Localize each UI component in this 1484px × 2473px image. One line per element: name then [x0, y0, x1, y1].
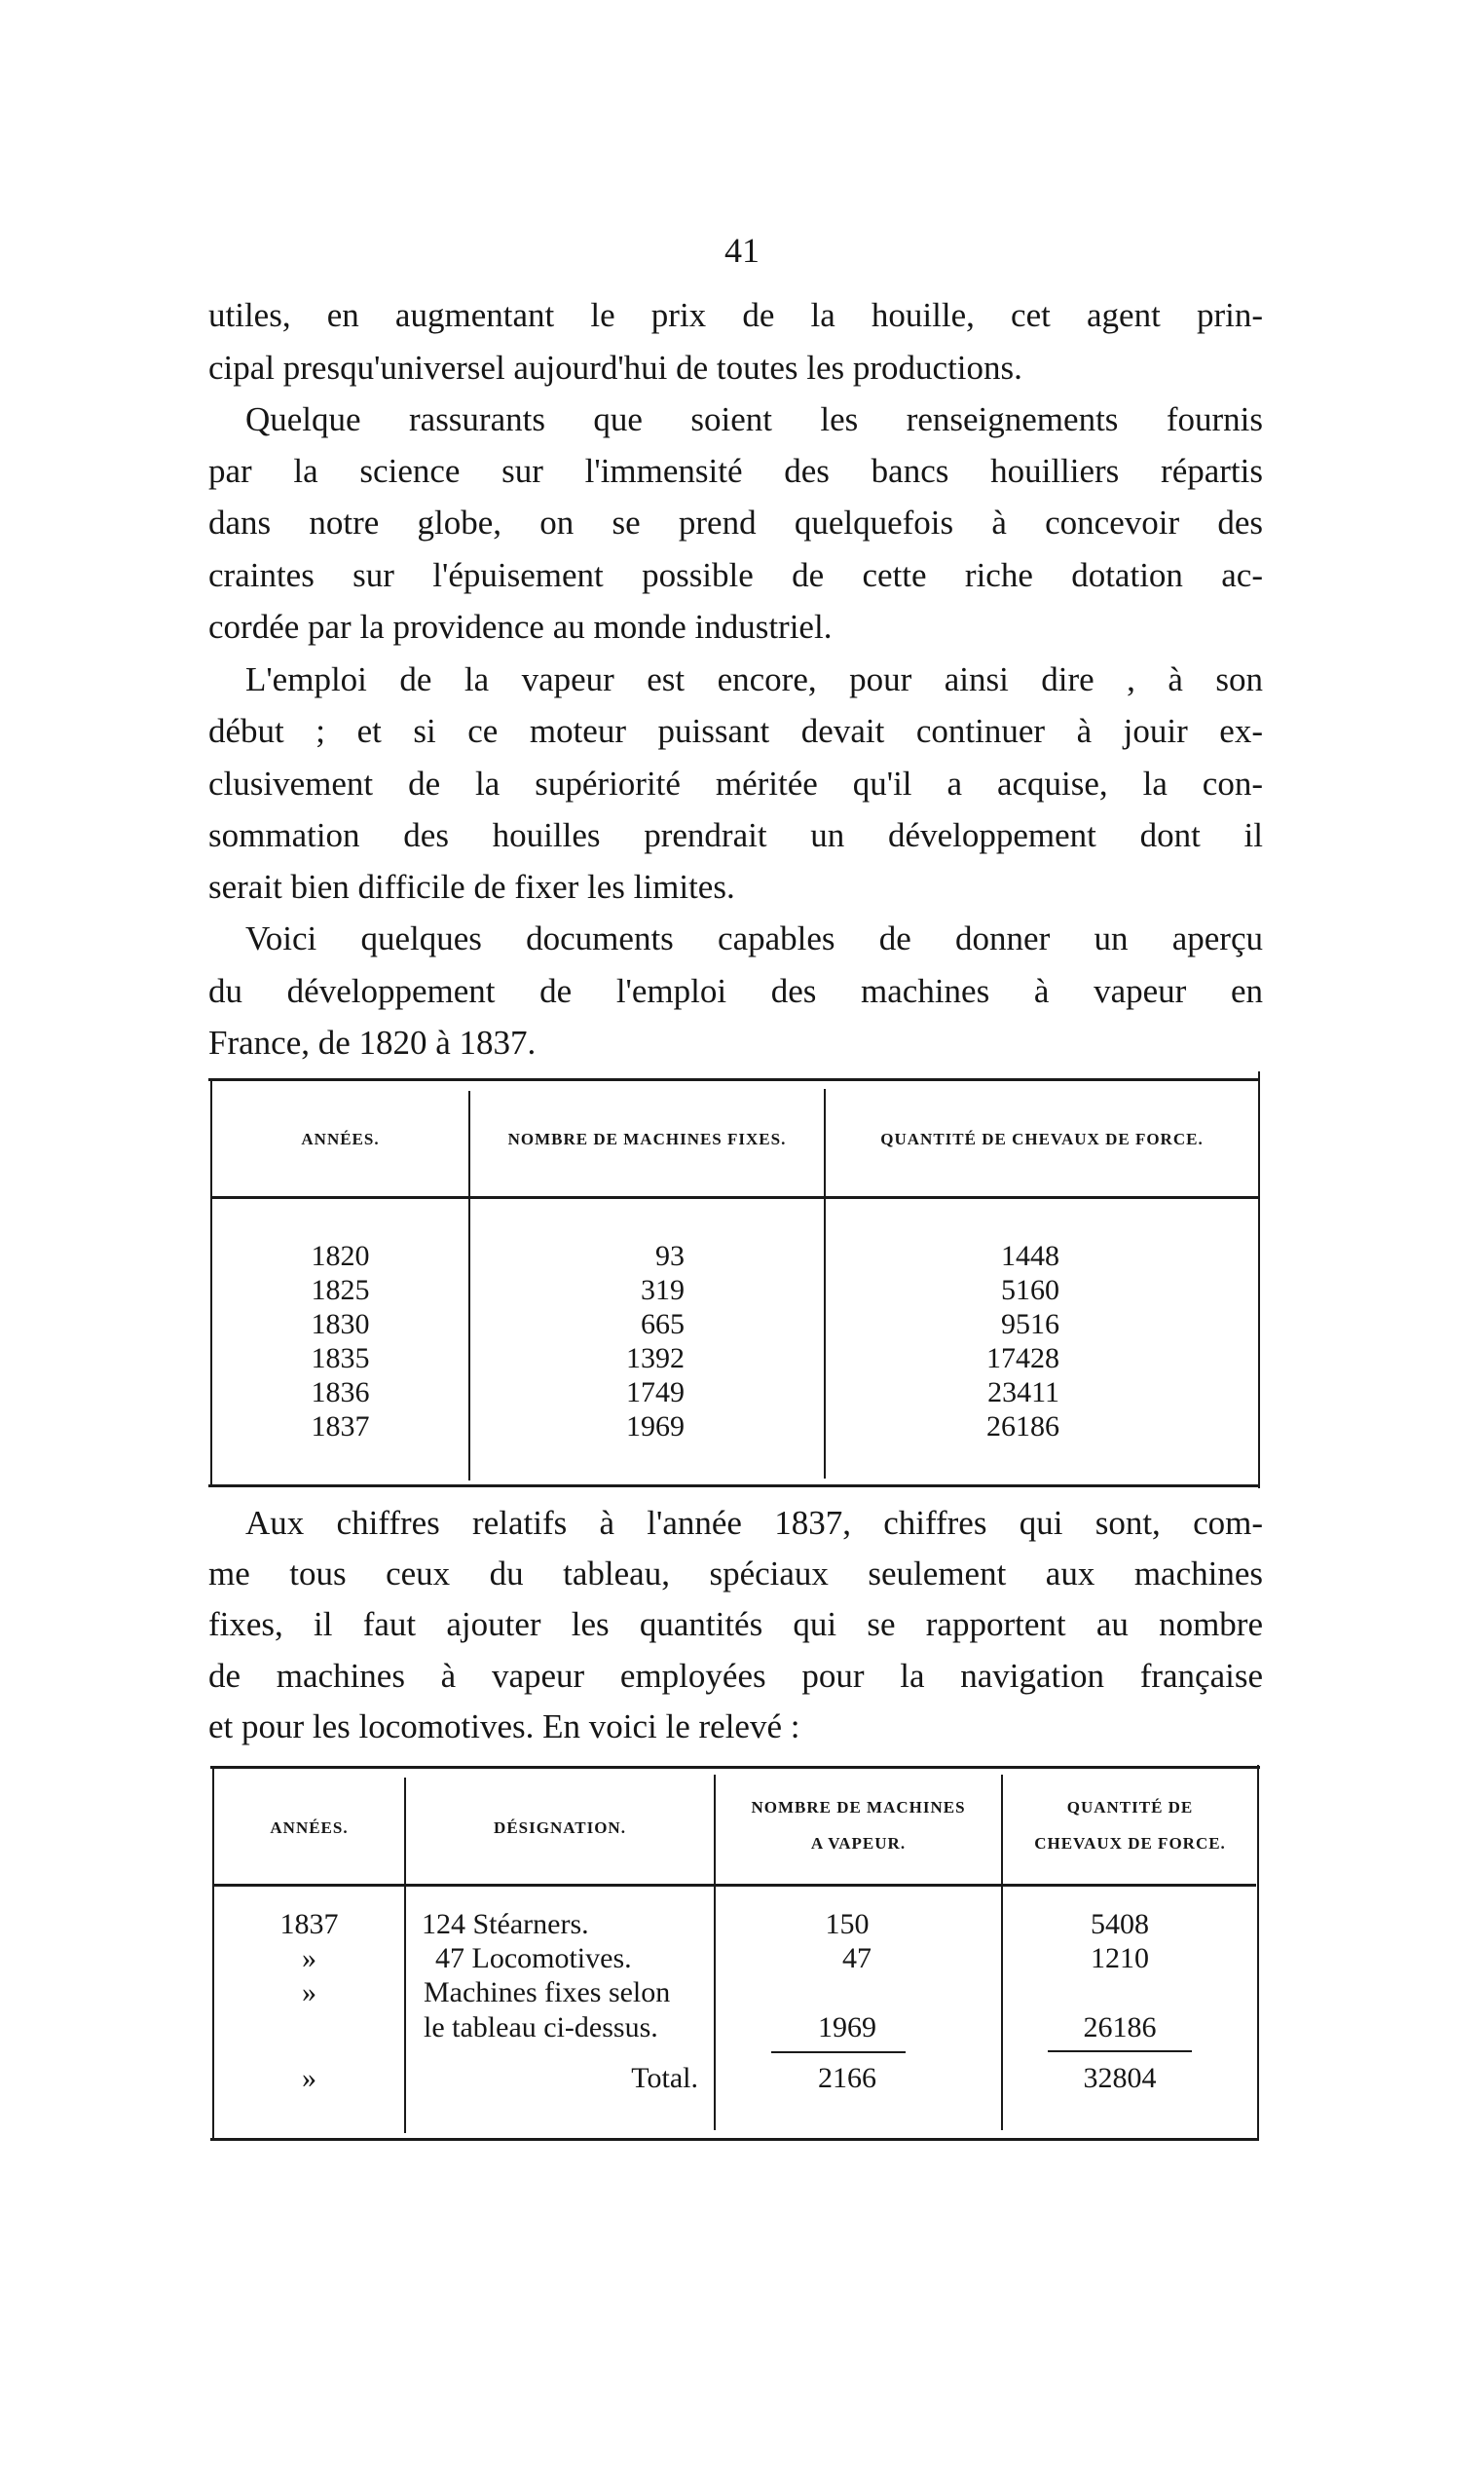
text-line: et pour les locomotives. En voici le relevé :: [208, 1707, 800, 1745]
column-header: DÉSIGNATION.: [494, 1818, 626, 1837]
cell-machines: 93: [655, 1240, 685, 1272]
text-line: fixes, il faut ajouter les quantités qui se rapportent au nombre: [208, 1605, 1263, 1643]
table-rule: [210, 2138, 1258, 2141]
cell-machines: 1392: [626, 1342, 685, 1374]
total-horsepower: 32804: [1083, 2062, 1157, 2094]
total-machines: 2166: [818, 2062, 876, 2094]
table-rule: [1257, 1765, 1259, 2141]
sum-rule: [1048, 2050, 1192, 2052]
cell-machines: 150: [825, 1908, 870, 1940]
text-line: L'emploi de la vapeur est encore, pour ainsi dire , à son: [245, 660, 1263, 698]
column-header: QUANTITÉ DE: [1066, 1798, 1194, 1817]
cell-machines: 665: [641, 1308, 685, 1340]
table-rule: [212, 1196, 1258, 1199]
text-line: de machines à vapeur employées pour la navigation française: [208, 1657, 1263, 1695]
text-line: dans notre globe, on se prend quelquefois à concevoir des: [208, 504, 1263, 542]
text-line: Aux chiffres relatifs à l'année 1837, chiffres qui sont, com-: [245, 1504, 1263, 1542]
text-line: France, de 1820 à 1837.: [208, 1024, 537, 1062]
column-header: A VAPEUR.: [810, 1834, 907, 1853]
cell-machines: 319: [641, 1274, 685, 1306]
cell-year: »: [302, 1942, 316, 1974]
column-header: ANNÉES.: [270, 1818, 349, 1837]
text-line: utiles, en augmentant le prix de la houille, cet agent prin-: [208, 296, 1263, 334]
text-line: du développement de l'emploi des machines à vapeur en: [208, 972, 1263, 1010]
cell-year: 1837: [279, 1908, 339, 1940]
table-rule: [210, 1766, 1260, 1769]
column-header: NOMBRE DE MACHINES FIXES.: [507, 1130, 787, 1148]
text-line: craintes sur l'épuisement possible de cette riche dotation ac-: [208, 556, 1263, 594]
cell-machines: 1749: [626, 1376, 685, 1408]
cell-horsepower: 26186: [1083, 2011, 1157, 2043]
column-header: NOMBRE DE MACHINES: [751, 1798, 966, 1817]
text-line: Voici quelques documents capables de donner un aperçu: [245, 919, 1263, 957]
cell-horsepower: 1210: [1091, 1942, 1149, 1974]
text-line: clusivement de la supériorité méritée qu'il a acquise, la con-: [208, 765, 1263, 803]
cell-horsepower: 9516: [1001, 1308, 1059, 1340]
cell-machines: 1969: [818, 2011, 876, 2043]
cell-year: 1837: [311, 1410, 370, 1443]
cell-year: »: [302, 1976, 316, 2008]
column-header: QUANTITÉ DE CHEVAUX DE FORCE.: [880, 1130, 1204, 1148]
page-number: 41: [724, 231, 760, 270]
text-line: serait bien difficile de fixer les limites.: [208, 868, 735, 906]
cell-machines: 1969: [626, 1410, 685, 1443]
cell-year: 1830: [311, 1308, 370, 1340]
text-line: sommation des houilles prendrait un développement dont il: [208, 816, 1263, 854]
cell-horsepower: 5160: [1001, 1274, 1059, 1306]
cell-horsepower: 26186: [986, 1410, 1059, 1443]
cell-designation: Machines fixes selon: [424, 1976, 671, 2008]
cell-horsepower: 1448: [1001, 1240, 1059, 1272]
table-rule: [208, 1484, 1258, 1487]
cell-machines: 47: [842, 1942, 872, 1974]
cell-designation: le tableau ci-dessus.: [424, 2011, 658, 2043]
table-rule: [208, 1078, 1260, 1081]
text-line: début ; et si ce moteur puissant devait continuer à jouir ex-: [208, 712, 1263, 750]
cell-horsepower: 17428: [986, 1342, 1059, 1374]
cell-year: 1836: [311, 1376, 370, 1408]
text-line: cordée par la providence au monde industriel.: [208, 608, 833, 646]
cell-horsepower: 5408: [1091, 1908, 1149, 1940]
table-rule: [1258, 1071, 1260, 1488]
cell-designation: 47 Locomotives.: [435, 1942, 632, 1974]
text-line: me tous ceux du tableau, spéciaux seulement aux machines: [208, 1555, 1263, 1592]
column-header: ANNÉES.: [301, 1130, 380, 1148]
cell-year: 1835: [311, 1342, 370, 1374]
text-line: par la science sur l'immensité des bancs houilliers répartis: [208, 452, 1263, 490]
sum-rule: [771, 2051, 906, 2053]
cell-horsepower: 23411: [987, 1376, 1059, 1408]
cell-year: »: [302, 2062, 316, 2094]
text-line: Quelque rassurants que soient les renseignements fournis: [245, 400, 1263, 438]
cell-year: 1825: [311, 1274, 370, 1306]
total-label: Total.: [631, 2062, 698, 2094]
cell-designation: 124 Stéarners.: [422, 1908, 589, 1940]
table-rule: [214, 1884, 1256, 1887]
column-header: CHEVAUX DE FORCE.: [1034, 1834, 1226, 1853]
cell-year: 1820: [311, 1240, 370, 1272]
text-line: cipal presqu'universel aujourd'hui de toutes les productions.: [208, 349, 1022, 387]
